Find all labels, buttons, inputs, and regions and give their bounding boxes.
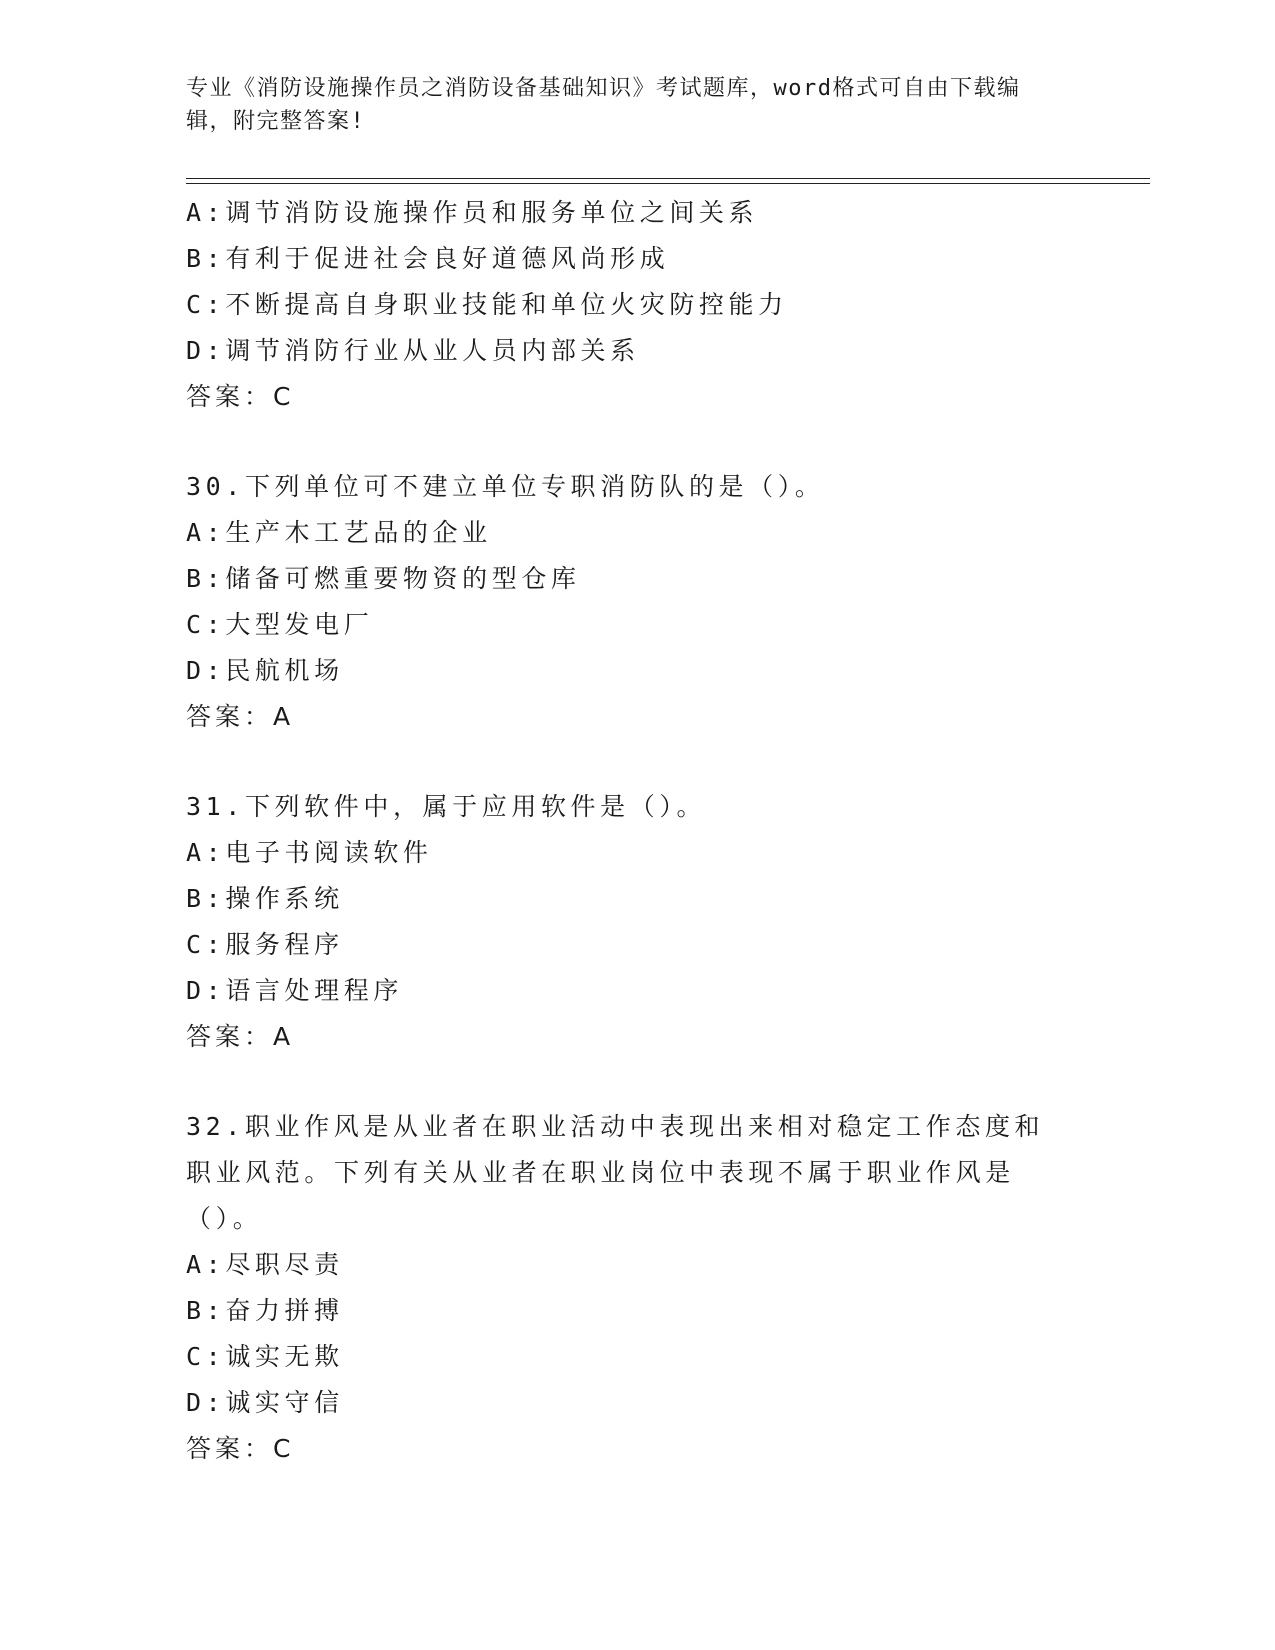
answer-value: A bbox=[273, 1022, 293, 1051]
option-c: C:不断提高自身职业技能和单位火灾防控能力 bbox=[186, 290, 788, 319]
option-d: D:诚实守信 bbox=[186, 1388, 344, 1417]
question-30 bbox=[186, 464, 1086, 740]
question-stem: 30.下列单位可不建立单位专职消防队的是（）。 bbox=[186, 472, 825, 501]
option-a: A:电子书阅读软件 bbox=[186, 838, 433, 867]
option-b: B:奋力拼搏 bbox=[186, 1296, 344, 1325]
option-d: D:民航机场 bbox=[186, 656, 344, 685]
option-a: A:生产木工艺品的企业 bbox=[186, 518, 492, 547]
question-29-continued bbox=[186, 190, 1086, 420]
answer-line: 答案：C bbox=[186, 382, 293, 411]
answer-value: A bbox=[273, 702, 293, 731]
option-c: C:服务程序 bbox=[186, 930, 344, 959]
option-d: D:语言处理程序 bbox=[186, 976, 403, 1005]
option-a: A:尽职尽责 bbox=[186, 1250, 344, 1279]
option-c: C:诚实无欺 bbox=[186, 1342, 344, 1371]
header-divider-bottom bbox=[186, 183, 1150, 184]
question-31 bbox=[186, 784, 1086, 1060]
question-32 bbox=[186, 1104, 1086, 1472]
header-divider-top bbox=[186, 178, 1150, 179]
option-c: C:大型发电厂 bbox=[186, 610, 374, 639]
question-stem: 31.下列软件中，属于应用软件是（）。 bbox=[186, 792, 707, 821]
question-list bbox=[186, 190, 1086, 1472]
document-header: 专业《消防设施操作员之消防设备基础知识》考试题库，word格式可自由下载编辑，附完整答案! bbox=[186, 76, 1021, 134]
answer-line: 答案：C bbox=[186, 1434, 293, 1463]
answer-line: 答案：A bbox=[186, 1022, 293, 1051]
answer-value: C bbox=[273, 1434, 293, 1463]
option-b: B:操作系统 bbox=[186, 884, 344, 913]
answer-value: C bbox=[273, 382, 293, 411]
option-d: D:调节消防行业从业人员内部关系 bbox=[186, 336, 640, 365]
option-b: B:储备可燃重要物资的型仓库 bbox=[186, 564, 581, 593]
answer-line: 答案：A bbox=[186, 702, 293, 731]
question-stem: 32.职业作风是从业者在职业活动中表现出来相对稳定工作态度和职业风范。下列有关从业者在职业岗位中表现不属于职业作风是（）。 bbox=[186, 1112, 1045, 1233]
option-b: B:有利于促进社会良好道德风尚形成 bbox=[186, 244, 670, 273]
option-a: A:调节消防设施操作员和服务单位之间关系 bbox=[186, 198, 759, 227]
